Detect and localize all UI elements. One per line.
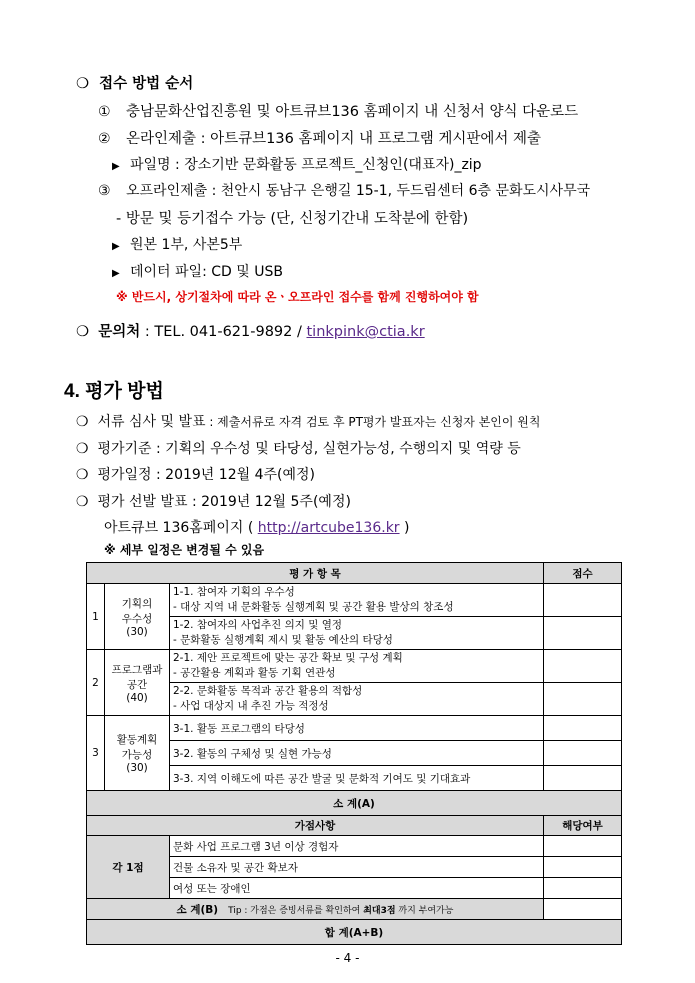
warning-note: ※ 반드시, 상기절차에 따라 온ㆍ오프라인 접수를 함께 진행하여야 함 bbox=[116, 290, 479, 304]
triangle-bullet-icon: ▶ bbox=[112, 241, 120, 252]
bonus-status-cell[interactable] bbox=[544, 857, 622, 878]
eval-item-2: ❍ 평가기준 : 기획의 우수성 및 타당성, 실현가능성, 수행의지 및 역량 등 bbox=[76, 441, 521, 457]
section-4-title: 4. 평가 방법 bbox=[64, 381, 164, 402]
score-cell[interactable] bbox=[544, 716, 622, 741]
group-2-no: 2 bbox=[87, 650, 105, 716]
schedule-note: ※ 세부 일정은 변경될 수 있음 bbox=[104, 543, 265, 557]
circled-3-icon: ③ bbox=[98, 183, 111, 199]
triangle-bullet-icon: ▶ bbox=[112, 161, 120, 172]
bonus-header: 가점사항 bbox=[87, 816, 544, 836]
criterion-1-2: 1-2. 참여자의 사업추진 의지 및 열정 - 문화활동 실행계획 제시 및 활동 예산의 타당성 bbox=[170, 617, 544, 650]
criterion-3-1: 3-1. 활동 프로그램의 타당성 bbox=[170, 716, 544, 741]
circle-bullet-icon: ❍ bbox=[76, 76, 89, 92]
criterion-1-1: 1-1. 참여자 기획의 우수성 - 대상 지역 내 문화활동 실행계획 및 공간 활용 발상의 창조성 bbox=[170, 584, 544, 617]
submission-item-2-file: ▶ 파일명 : 장소기반 문화활동 프로젝트_신청인(대표자)_zip bbox=[112, 157, 482, 173]
eval-item-4-site: 아트큐브 136홈페이지 ( http://artcube136.kr ) bbox=[104, 520, 410, 536]
subtotal-b-score[interactable] bbox=[544, 899, 622, 920]
bonus-group-label: 각 1점 bbox=[87, 836, 170, 899]
artcube-url-link[interactable]: http://artcube136.kr bbox=[257, 520, 400, 536]
submission-item-2: ② 온라인제출 : 아트큐브136 홈페이지 내 프로그램 게시판에서 제출 bbox=[98, 131, 541, 147]
circle-bullet-icon: ❍ bbox=[76, 414, 89, 430]
bonus-item-1: 문화 사업 프로그램 3년 이상 경험자 bbox=[170, 836, 544, 857]
tip-note: Tip : 가점은 증빙서류를 확인하여 최대3점 까지 부여가능 bbox=[228, 905, 454, 916]
circle-bullet-icon: ❍ bbox=[76, 441, 89, 457]
criterion-2-2: 2-2. 문화활동 목적과 공간 활용의 적합성 - 사업 대상지 내 추진 가능 적정성 bbox=[170, 683, 544, 716]
circled-2-icon: ② bbox=[98, 131, 111, 147]
circle-bullet-icon: ❍ bbox=[76, 467, 89, 483]
subtotal-b-row: 소 계(B) Tip : 가점은 증빙서류를 확인하여 최대3점 까지 부여가능 bbox=[87, 899, 544, 920]
group-2-name: 프로그램과 공간 (40) bbox=[105, 650, 170, 716]
criterion-3-2: 3-2. 활동의 구체성 및 실현 가능성 bbox=[170, 741, 544, 766]
subtotal-a: 소 계(A) bbox=[87, 791, 622, 816]
contact-email-link[interactable]: tinkpink@ctia.kr bbox=[306, 324, 425, 340]
score-cell[interactable] bbox=[544, 766, 622, 791]
submission-heading: ❍ 접수 방법 순서 bbox=[76, 76, 194, 92]
bonus-status-cell[interactable] bbox=[544, 836, 622, 857]
submission-item-3-data: ▶ 데이터 파일: CD 및 USB bbox=[112, 264, 283, 280]
circled-1-icon: ① bbox=[98, 104, 111, 120]
score-cell[interactable] bbox=[544, 741, 622, 766]
criterion-2-1: 2-1. 제안 프로젝트에 맞는 공간 확보 및 구성 계획 - 공간활용 계획과 활동 기획 연관성 bbox=[170, 650, 544, 683]
criterion-3-3: 3-3. 지역 이해도에 따른 공간 발굴 및 문화적 기여도 및 기대효과 bbox=[170, 766, 544, 791]
eval-item-4: ❍ 평가 선발 발표 : 2019년 12월 5주(예정) bbox=[76, 494, 351, 510]
evaluation-table bbox=[86, 562, 622, 945]
group-3-no: 3 bbox=[87, 716, 105, 791]
submission-item-3: ③ 오프라인제출 : 천안시 동남구 은행길 15-1, 두드림센터 6층 문화도시사무국 bbox=[98, 183, 591, 199]
header-eval-item: 평 가 항 목 bbox=[87, 563, 544, 584]
triangle-bullet-icon: ▶ bbox=[112, 268, 120, 279]
bonus-item-2: 건물 소유자 및 공간 확보자 bbox=[170, 857, 544, 878]
circle-bullet-icon: ❍ bbox=[76, 494, 89, 510]
eval-item-1: ❍ 서류 심사 및 발표 : 제출서류로 자격 검토 후 PT평가 발표자는 신청자 본인이 원칙 bbox=[76, 414, 541, 430]
group-3-name: 활동계획 가능성 (30) bbox=[105, 716, 170, 791]
total-row: 합 계(A+B) bbox=[87, 920, 622, 945]
score-cell[interactable] bbox=[544, 584, 622, 617]
group-1-no: 1 bbox=[87, 584, 105, 650]
submission-item-1: ① 충남문화산업진흥원 및 아트큐브136 홈페이지 내 신청서 양식 다운로드 bbox=[98, 104, 579, 120]
eval-item-3: ❍ 평가일정 : 2019년 12월 4주(예정) bbox=[76, 467, 315, 483]
circle-bullet-icon: ❍ bbox=[76, 324, 89, 340]
submission-item-3-note: - 방문 및 등기접수 가능 (단, 신청기간내 도착분에 한함) bbox=[116, 211, 469, 227]
score-cell[interactable] bbox=[544, 617, 622, 650]
score-cell[interactable] bbox=[544, 650, 622, 683]
submission-item-3-copies: ▶ 원본 1부, 사본5부 bbox=[112, 237, 243, 253]
group-1-name: 기획의 우수성 (30) bbox=[105, 584, 170, 650]
bonus-status-header: 해당여부 bbox=[544, 816, 622, 836]
contact-line: ❍ 문의처 : TEL. 041-621-9892 / tinkpink@ctia.kr bbox=[76, 324, 425, 340]
header-score: 점수 bbox=[544, 563, 622, 584]
bonus-status-cell[interactable] bbox=[544, 878, 622, 899]
bonus-item-3: 여성 또는 장애인 bbox=[170, 878, 544, 899]
score-cell[interactable] bbox=[544, 683, 622, 716]
page-number: - 4 - bbox=[335, 951, 360, 965]
